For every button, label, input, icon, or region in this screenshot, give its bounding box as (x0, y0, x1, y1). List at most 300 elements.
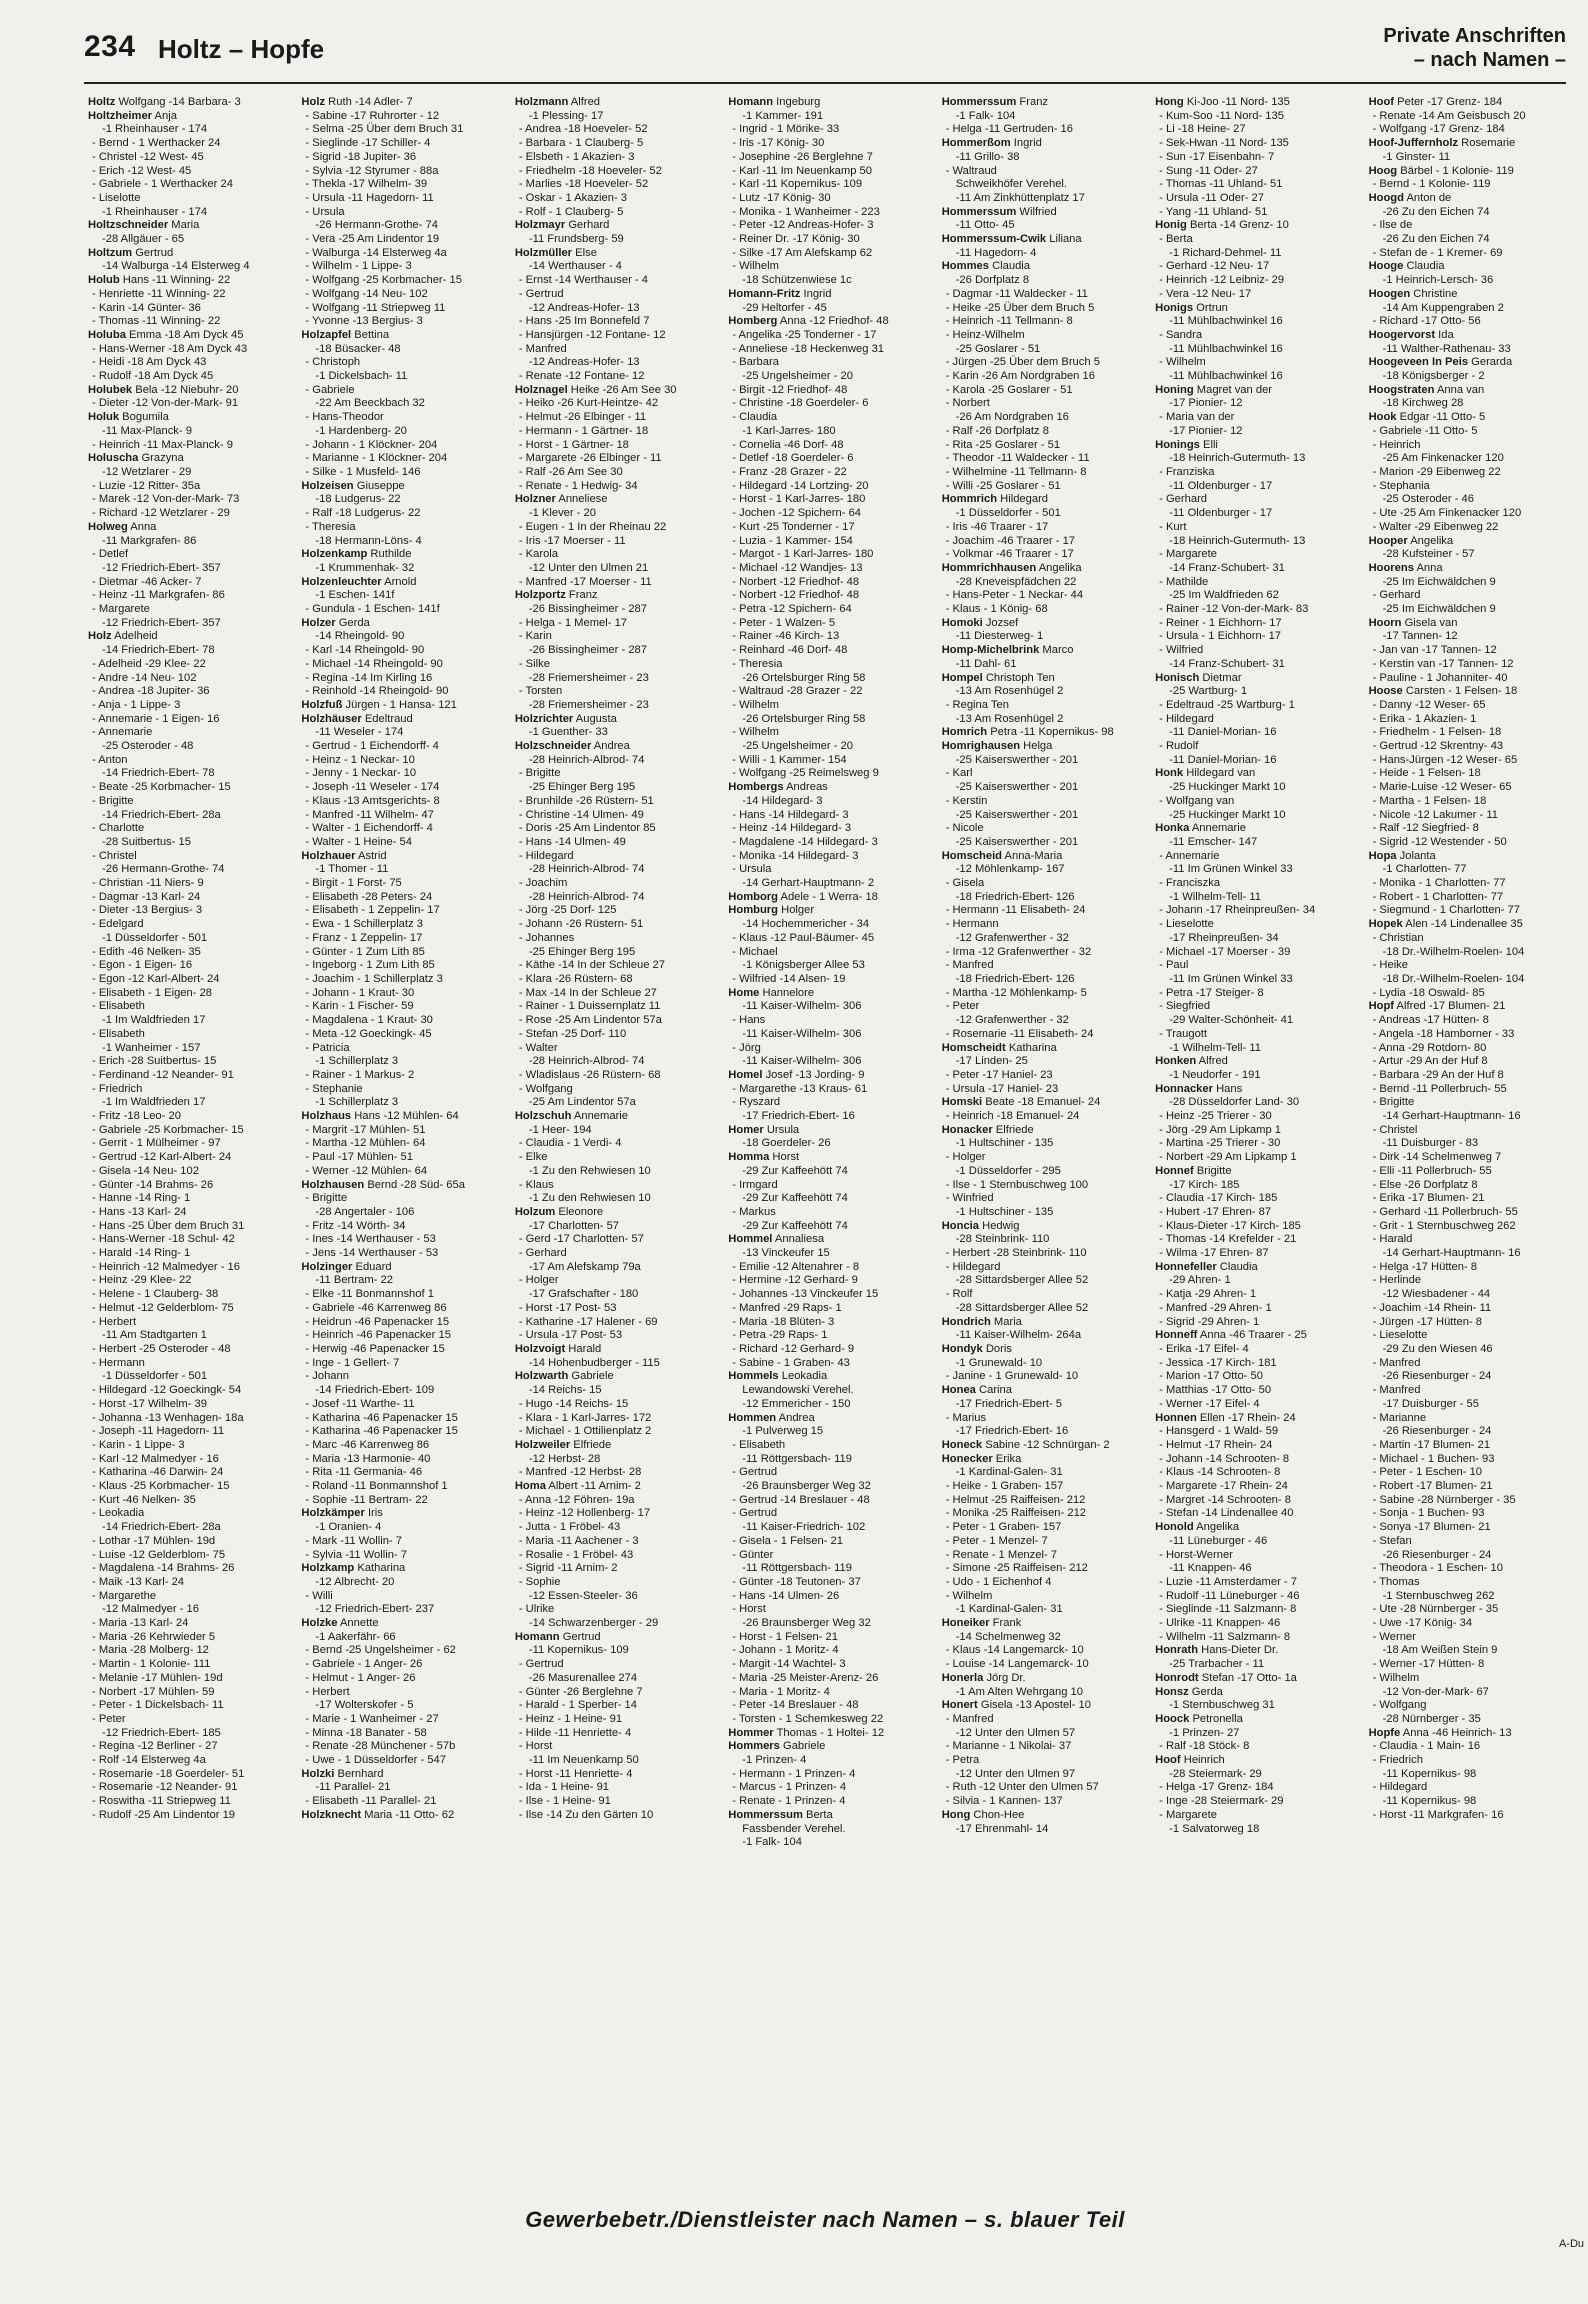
entry-details: Angelika (1193, 1521, 1240, 1534)
directory-entry (301, 178, 506, 192)
directory-entry (88, 219, 293, 233)
entry-details: -17 Am Alefskamp 79a (528, 1260, 641, 1273)
entry-details: - Emilie -12 Altenahrer - 8 (732, 1260, 860, 1273)
directory-entry (515, 1412, 720, 1426)
directory-entry (942, 1754, 1147, 1768)
directory-entry (728, 1549, 933, 1563)
directory-entry (1155, 1288, 1360, 1302)
directory-entry (88, 288, 293, 302)
entry-details: Andreas (783, 781, 828, 794)
entry-details: - Louise -14 Langemarck- 10 (945, 1658, 1089, 1671)
directory-entry (1155, 946, 1360, 960)
entry-details: - Michael - 1 Ottilienplatz 2 (518, 1425, 652, 1438)
directory-entry (942, 466, 1147, 480)
directory-entry (301, 1165, 506, 1179)
directory-entry (1155, 767, 1360, 781)
entry-details: - Joachim (518, 877, 568, 890)
entry-details: -11 Emscher- 147 (1169, 835, 1258, 848)
directory-entry (88, 1768, 293, 1782)
entry-details: - Artur -29 An der Huf 8 (1372, 1055, 1488, 1068)
directory-entry (1369, 521, 1574, 535)
directory-entry (728, 315, 933, 329)
directory-entry (301, 726, 506, 740)
directory-entry (728, 1603, 933, 1617)
directory-entry (515, 1137, 720, 1151)
directory-entry (1155, 151, 1360, 165)
entry-details: - Ute -28 Nürnberger - 35 (1372, 1603, 1499, 1616)
directory-entry (942, 1096, 1147, 1110)
entry-details: Carina (975, 1384, 1012, 1397)
entry-details: - Hildegard (1372, 1781, 1428, 1794)
surname: Holznagel (514, 383, 568, 396)
entry-details: - Ursula - 1 Eichhorn- 17 (1159, 630, 1282, 643)
directory-entry (301, 1412, 506, 1426)
directory-entry (301, 1466, 506, 1480)
directory-entry (1369, 630, 1574, 644)
directory-entry (88, 850, 293, 864)
entry-details: -11 Kaiser-Wilhelm- 306 (742, 1000, 862, 1013)
directory-entry (301, 439, 506, 453)
directory-entry (88, 603, 293, 617)
directory-entry (1155, 233, 1360, 247)
directory-entry (88, 1083, 293, 1097)
directory-entry (1155, 247, 1360, 261)
entry-details: -1 Dickelsbach- 11 (315, 370, 408, 383)
entry-details: - Heinz-Wilhelm (945, 328, 1025, 341)
directory-entry (728, 932, 933, 946)
directory-entry (942, 411, 1147, 425)
directory-entry (1369, 589, 1574, 603)
entry-details: -11 Frundsberg- 59 (528, 233, 624, 246)
entry-details: - Ewa - 1 Schillerplatz 3 (305, 918, 423, 931)
entry-details: - Christel (92, 849, 137, 862)
directory-entry (942, 548, 1147, 562)
directory-entry (1155, 1151, 1360, 1165)
directory-entry (728, 1069, 933, 1083)
entry-details: - Martha -12 Möhlenkamp- 5 (945, 986, 1087, 999)
entry-details: Wolfgang -14 Barbara- 3 (115, 96, 241, 108)
directory-entry (1369, 1247, 1574, 1261)
entry-details: - Ralf -18 Ludgerus- 22 (305, 507, 421, 520)
directory-entry (1369, 1165, 1574, 1179)
directory-entry (1369, 1740, 1574, 1754)
directory-entry (301, 425, 506, 439)
entry-details: -18 Heinrich-Gutermuth- 13 (1169, 534, 1306, 547)
directory-entry (515, 795, 720, 809)
entry-details: - Käthe -14 In der Schleue 27 (518, 959, 665, 972)
directory-entry (942, 343, 1147, 357)
directory-entry (515, 1261, 720, 1275)
directory-entry (728, 576, 933, 590)
entry-details: - Wladislaus -26 Rüstern- 68 (518, 1068, 661, 1081)
surname: Hommerssum (941, 96, 1017, 108)
entry-details: - Siegmund - 1 Charlotten- 77 (1372, 904, 1520, 917)
entry-details: - Johann - 1 Kraut- 30 (305, 986, 415, 999)
directory-entry (301, 1096, 506, 1110)
entry-details: Gerarda (1468, 356, 1513, 369)
entry-details: -25 Am Finkenacker 120 (1382, 452, 1504, 465)
directory-entry (1155, 439, 1360, 453)
entry-details: - Hermann - 1 Gärtner- 18 (518, 424, 649, 437)
directory-entry (942, 603, 1147, 617)
entry-details: Elfriede (992, 1123, 1034, 1136)
entry-details: - Margarethe -13 Kraus- 61 (732, 1082, 868, 1095)
entry-details: - Hans -14 Hildegard- 3 (732, 808, 849, 821)
directory-entry (88, 1740, 293, 1754)
entry-details: - Pauline - 1 Johanniter- 40 (1372, 671, 1508, 684)
directory-entry (1369, 1672, 1574, 1686)
directory-entry (301, 1083, 506, 1097)
entry-details: - Stefan -14 Lindenallee 40 (1159, 1507, 1294, 1520)
directory-entry (1155, 1672, 1360, 1686)
entry-details: - Karin -26 Am Nordgraben 16 (945, 370, 1095, 383)
directory-entry (301, 699, 506, 713)
directory-entry (1369, 1453, 1574, 1467)
entry-details: Josef -13 Jording- 9 (762, 1068, 865, 1081)
entry-details: - Torsten (518, 685, 563, 698)
entry-details: -28 Allgäuer - 65 (102, 233, 185, 246)
directory-entry (515, 946, 720, 960)
entry-details: - Heidi -18 Am Dyck 43 (92, 356, 207, 369)
entry-details: - Michael -17 Moerser - 39 (1159, 945, 1291, 958)
directory-entry (1155, 754, 1360, 768)
entry-details: - Elisabeth (92, 1027, 145, 1040)
entry-details: - Christoph (305, 356, 361, 369)
entry-details: - Gerhard -11 Pollerbruch- 55 (1372, 1205, 1518, 1218)
directory-entry (515, 1288, 720, 1302)
surname: Holz (301, 96, 326, 108)
entry-details: - Ida - 1 Heine- 91 (518, 1781, 610, 1794)
directory-entry (728, 1055, 933, 1069)
directory-entry (1155, 1590, 1360, 1604)
entry-details: -11 Am Zinkhüttenplatz 17 (955, 191, 1085, 204)
directory-entry (728, 1151, 933, 1165)
entry-details: - Sonya -17 Blumen- 21 (1372, 1521, 1491, 1534)
surname: Honerla (941, 1671, 984, 1684)
directory-entry (88, 576, 293, 590)
surname: Honeiker (941, 1617, 990, 1630)
directory-entry (515, 1233, 720, 1247)
entry-details: - Uwe -17 König- 34 (1372, 1617, 1473, 1630)
entry-details: -1 Königsberger Allee 53 (742, 959, 865, 972)
entry-details: - Renate - 1 Prinzen- 4 (732, 1795, 846, 1808)
entry-details: - Rudolf -25 Am Lindentor 19 (92, 1808, 236, 1821)
entry-details: - Ursula -11 Oder- 27 (1159, 191, 1265, 204)
entry-details: -25 Osteroder - 48 (102, 740, 194, 753)
entry-details: -26 Am Nordgraben 16 (955, 411, 1069, 424)
directory-entry (1369, 946, 1574, 960)
directory-entry (88, 260, 293, 274)
surname: Hoof (1155, 1754, 1181, 1767)
directory-entry (1155, 1494, 1360, 1508)
directory-entry (1155, 302, 1360, 316)
surname: Holtz (88, 96, 116, 108)
directory-entry (515, 1631, 720, 1645)
entry-details: -26 Zu den Eichen 74 (1382, 233, 1490, 246)
directory-entry (728, 1096, 933, 1110)
surname: Honnacker (1155, 1082, 1213, 1095)
entry-details: -1 Hultschiner - 135 (955, 1137, 1054, 1150)
entry-details: - Thekla -17 Wilhelm- 39 (305, 178, 428, 191)
directory-entry (1369, 1083, 1574, 1097)
directory-entry (515, 1384, 720, 1398)
directory-entry (1369, 1042, 1574, 1056)
entry-details: - Rosemarie -11 Elisabeth- 24 (945, 1027, 1094, 1040)
directory-entry (301, 302, 506, 316)
entry-details: Gertrud (559, 1630, 601, 1643)
directory-entry (1155, 425, 1360, 439)
entry-details: -11 Mühlbachwinkel 16 (1169, 370, 1283, 383)
directory-entry (301, 1137, 506, 1151)
entry-details: - Klaus -12 Paul-Bäumer- 45 (732, 931, 875, 944)
directory-entry (301, 946, 506, 960)
directory-entry (88, 1220, 293, 1234)
entry-details: -25 Kaiserswerther - 201 (955, 808, 1079, 821)
directory-entry (728, 507, 933, 521)
directory-entry (942, 740, 1147, 754)
entry-details: Ida (1435, 328, 1454, 341)
directory-entry (728, 1658, 933, 1672)
directory-entry (942, 987, 1147, 1001)
entry-details: Katharina (354, 1562, 406, 1575)
directory-entry (1155, 1658, 1360, 1672)
entry-details: - Jochen -12 Spichern- 64 (732, 507, 862, 520)
entry-details: Emma -18 Am Dyck 45 (125, 328, 244, 341)
entry-details: - Manfred -12 Herbst- 28 (518, 1466, 642, 1479)
entry-details: - Marc -46 Karrenweg 86 (305, 1438, 430, 1451)
directory-entry (942, 1055, 1147, 1069)
entry-details: - Margret -14 Schrooten- 8 (1159, 1493, 1291, 1506)
entry-details: - Marlies -18 Hoeveler- 52 (518, 178, 649, 191)
directory-entry (1369, 603, 1574, 617)
directory-entry (728, 192, 933, 206)
entry-details: -11 Bertram- 22 (315, 1274, 393, 1287)
directory-entry (728, 384, 933, 398)
entry-details: -1 Wilhelm-Tell- 11 (1169, 890, 1261, 903)
entry-details: - Jörg (732, 1041, 761, 1054)
entry-details: -1 Charlotten- 77 (1382, 863, 1467, 876)
directory-entry (728, 233, 933, 247)
entry-details: - Wilma -17 Ehren- 87 (1159, 1247, 1269, 1260)
entry-details: - Christian (1372, 931, 1424, 944)
entry-details: - Richard -12 Wetzlarer - 29 (92, 507, 230, 520)
directory-entry (301, 1042, 506, 1056)
entry-details: -1 Wanheimer - 157 (102, 1041, 201, 1054)
entry-details: - Silvia - 1 Kannen- 137 (945, 1795, 1063, 1808)
directory-entry (88, 1507, 293, 1521)
entry-details: -14 Hildegard- 3 (742, 794, 823, 807)
entry-details: Franz (1016, 96, 1049, 108)
directory-entry (1155, 123, 1360, 137)
entry-details: - Birgit -12 Friedhof- 48 (732, 383, 848, 396)
directory-entry (1155, 685, 1360, 699)
entry-details: - Rudolf (1159, 740, 1199, 753)
entry-details: - Gertrud (732, 1507, 778, 1520)
entry-details: Gisela -13 Apostel- 10 (977, 1699, 1091, 1712)
surname: Honka (1155, 822, 1190, 835)
entry-details: -25 Goslarer - 51 (955, 342, 1041, 355)
entry-details: - Johannes -13 Vinckeufer 15 (732, 1288, 879, 1301)
entry-details: - Regina -14 Im Kirling 16 (305, 671, 433, 684)
directory-entry (301, 1233, 506, 1247)
directory-entry (728, 1274, 933, 1288)
entry-details: - Sylvia -12 Styrumer - 88a (305, 164, 439, 177)
entry-details: - Hermann (92, 1356, 145, 1369)
directory-entry (301, 1439, 506, 1453)
entry-details: -25 Osteroder - 46 (1382, 493, 1474, 506)
directory-entry (728, 1494, 933, 1508)
entry-details: Petra -11 Kopernikus- 98 (987, 726, 1114, 739)
entry-details: - Sun -17 Eisenbahn- 7 (1159, 150, 1275, 163)
directory-entry (515, 781, 720, 795)
entry-details: -29 Zur Kaffeehött 74 (742, 1219, 848, 1232)
directory-entry (1155, 1507, 1360, 1521)
entry-details: -26 Hermann-Grothe- 74 (102, 863, 225, 876)
entry-details: Gisela van (1401, 616, 1458, 629)
entry-details: Liliana (1046, 233, 1082, 246)
directory-entry (1369, 425, 1574, 439)
directory-entry (942, 630, 1147, 644)
entry-details: -1 Krummenhak- 32 (315, 561, 415, 574)
entry-details: -1 Aakerfähr- 66 (315, 1630, 396, 1643)
entry-details: -25 Im Eichwäldchen 9 (1382, 603, 1496, 616)
directory-entry (88, 1425, 293, 1439)
entry-details: -17 Linden- 25 (955, 1055, 1028, 1068)
directory-entry (1155, 1220, 1360, 1234)
surname: Homp-Michelbrink (941, 644, 1040, 657)
directory-entry (942, 1740, 1147, 1754)
entry-details: -11 Parallel- 21 (315, 1781, 391, 1794)
entry-details: - Werner -17 Hütten- 8 (1372, 1658, 1485, 1671)
entry-details: - Sigrid -12 Westender - 50 (1372, 835, 1507, 848)
entry-details: -26 Ortelsburger Ring 58 (742, 712, 866, 725)
directory-entry (1155, 466, 1360, 480)
entry-details: -1 Eschen- 141f (315, 589, 395, 602)
listing-column (515, 96, 720, 2196)
directory-entry (301, 1000, 506, 1014)
directory-entry (942, 1590, 1147, 1604)
entry-details: Alfred -17 Blumen- 21 (1394, 1000, 1506, 1013)
entry-details: - Katharina -46 Papenacker 15 (305, 1425, 458, 1438)
surname: Holub (88, 274, 120, 287)
directory-entry (515, 959, 720, 973)
entry-details: - Kum-Soo -11 Nord- 135 (1159, 109, 1284, 122)
entry-details: - Elisabeth -11 Parallel- 21 (305, 1795, 437, 1808)
directory-entry (942, 1699, 1147, 1713)
entry-details: Berta -14 Grenz- 10 (1186, 219, 1289, 232)
directory-entry (1369, 1439, 1574, 1453)
directory-entry (942, 1439, 1147, 1453)
entry-details: - Margarete -26 Elbinger - 11 (518, 452, 662, 465)
directory-entry (515, 1110, 720, 1124)
directory-entry (515, 850, 720, 864)
entry-details: - Sung -11 Oder- 27 (1159, 164, 1258, 177)
directory-entry (1369, 1069, 1574, 1083)
directory-entry (942, 315, 1147, 329)
directory-entry (1369, 1384, 1574, 1398)
entry-details: -14 Friedrich-Ebert- 78 (102, 767, 215, 780)
directory-entry (942, 1247, 1147, 1261)
listing-column (88, 96, 293, 2196)
entry-details: Bogumila (119, 411, 169, 424)
directory-entry (728, 288, 933, 302)
entry-details: Jürgen - 1 Hansa- 121 (342, 698, 457, 711)
directory-entry (728, 1466, 933, 1480)
entry-details: - Werner (1372, 1630, 1416, 1643)
directory-entry (1155, 1727, 1360, 1741)
directory-entry (515, 1480, 720, 1494)
surname: Hoof (1368, 96, 1395, 108)
entry-details: - Hans-Werner -18 Am Dyck 43 (92, 342, 248, 355)
directory-entry (1369, 384, 1574, 398)
entry-details: - Peter (92, 1712, 126, 1725)
entry-details: -1 Zu den Rehwiesen 10 (528, 1192, 651, 1205)
entry-details: - Michael -14 Rheingold- 90 (305, 657, 443, 670)
entry-details: - Helmut - 1 Anger- 26 (305, 1671, 416, 1684)
entry-details: - Peter - 1 Dickelsbach- 11 (92, 1699, 224, 1712)
directory-entry (942, 1083, 1147, 1097)
directory-entry (88, 1480, 293, 1494)
entry-details: - Ursula -17 Haniel- 23 (945, 1082, 1059, 1095)
directory-entry (942, 1549, 1147, 1563)
listing-column (942, 96, 1147, 2196)
entry-details: - Jessica -17 Kirch- 181 (1159, 1356, 1277, 1369)
directory-entry (1155, 206, 1360, 220)
entry-details: - Hubert -17 Ehren- 87 (1159, 1205, 1272, 1218)
directory-entry (301, 137, 506, 151)
directory-entry (515, 1055, 720, 1069)
entry-details: - Ralf -26 Am See 30 (518, 465, 623, 478)
directory-entry (88, 247, 293, 261)
directory-entry (1155, 343, 1360, 357)
directory-entry (301, 987, 506, 1001)
entry-details: - Ursula (732, 863, 772, 876)
directory-entry (515, 1603, 720, 1617)
surname: Honert (941, 1699, 978, 1712)
entry-details: -11 Hagedorn- 4 (955, 246, 1037, 259)
entry-details: Hans (1212, 1082, 1243, 1095)
directory-entry (942, 452, 1147, 466)
entry-details: -25 Im Waldfrieden 62 (1169, 589, 1279, 602)
entry-details: -25 Huckinger Markt 10 (1169, 781, 1286, 794)
directory-entry (1155, 1233, 1360, 1247)
entry-details: - Heinz -14 Hildegard- 3 (732, 822, 852, 835)
directory-entry (515, 1220, 720, 1234)
surname: Honeck (941, 1438, 983, 1451)
listing-column (1155, 96, 1360, 2196)
entry-details: - Christine -18 Goerdeler- 6 (732, 397, 869, 410)
directory-entry (301, 740, 506, 754)
entry-details: - Klara -26 Rüstern- 68 (518, 973, 633, 985)
directory-entry (88, 1370, 293, 1384)
entry-details: - Rainer - 1 Duissernplatz 11 (518, 1000, 661, 1013)
directory-entry (515, 192, 720, 206)
entry-details: Ingeburg (773, 96, 821, 108)
entry-details: -17 Grafschafter - 180 (528, 1288, 639, 1301)
entry-details: Helga (1020, 740, 1053, 753)
directory-entry (88, 507, 293, 521)
entry-details: - Herbert (92, 1315, 137, 1328)
directory-entry (942, 1453, 1147, 1467)
directory-entry (728, 1398, 933, 1412)
directory-entry (88, 1302, 293, 1316)
entry-details: -28 Kneveispfädchen 22 (955, 575, 1077, 588)
directory-entry (88, 123, 293, 137)
entry-details: - Horst - 1 Karl-Jarres- 180 (732, 493, 866, 506)
directory-entry (88, 1549, 293, 1563)
entry-details: -28 Steiermark- 29 (1169, 1767, 1262, 1780)
entry-details: - Ruth -12 Unter den Ulmen 57 (945, 1781, 1099, 1794)
